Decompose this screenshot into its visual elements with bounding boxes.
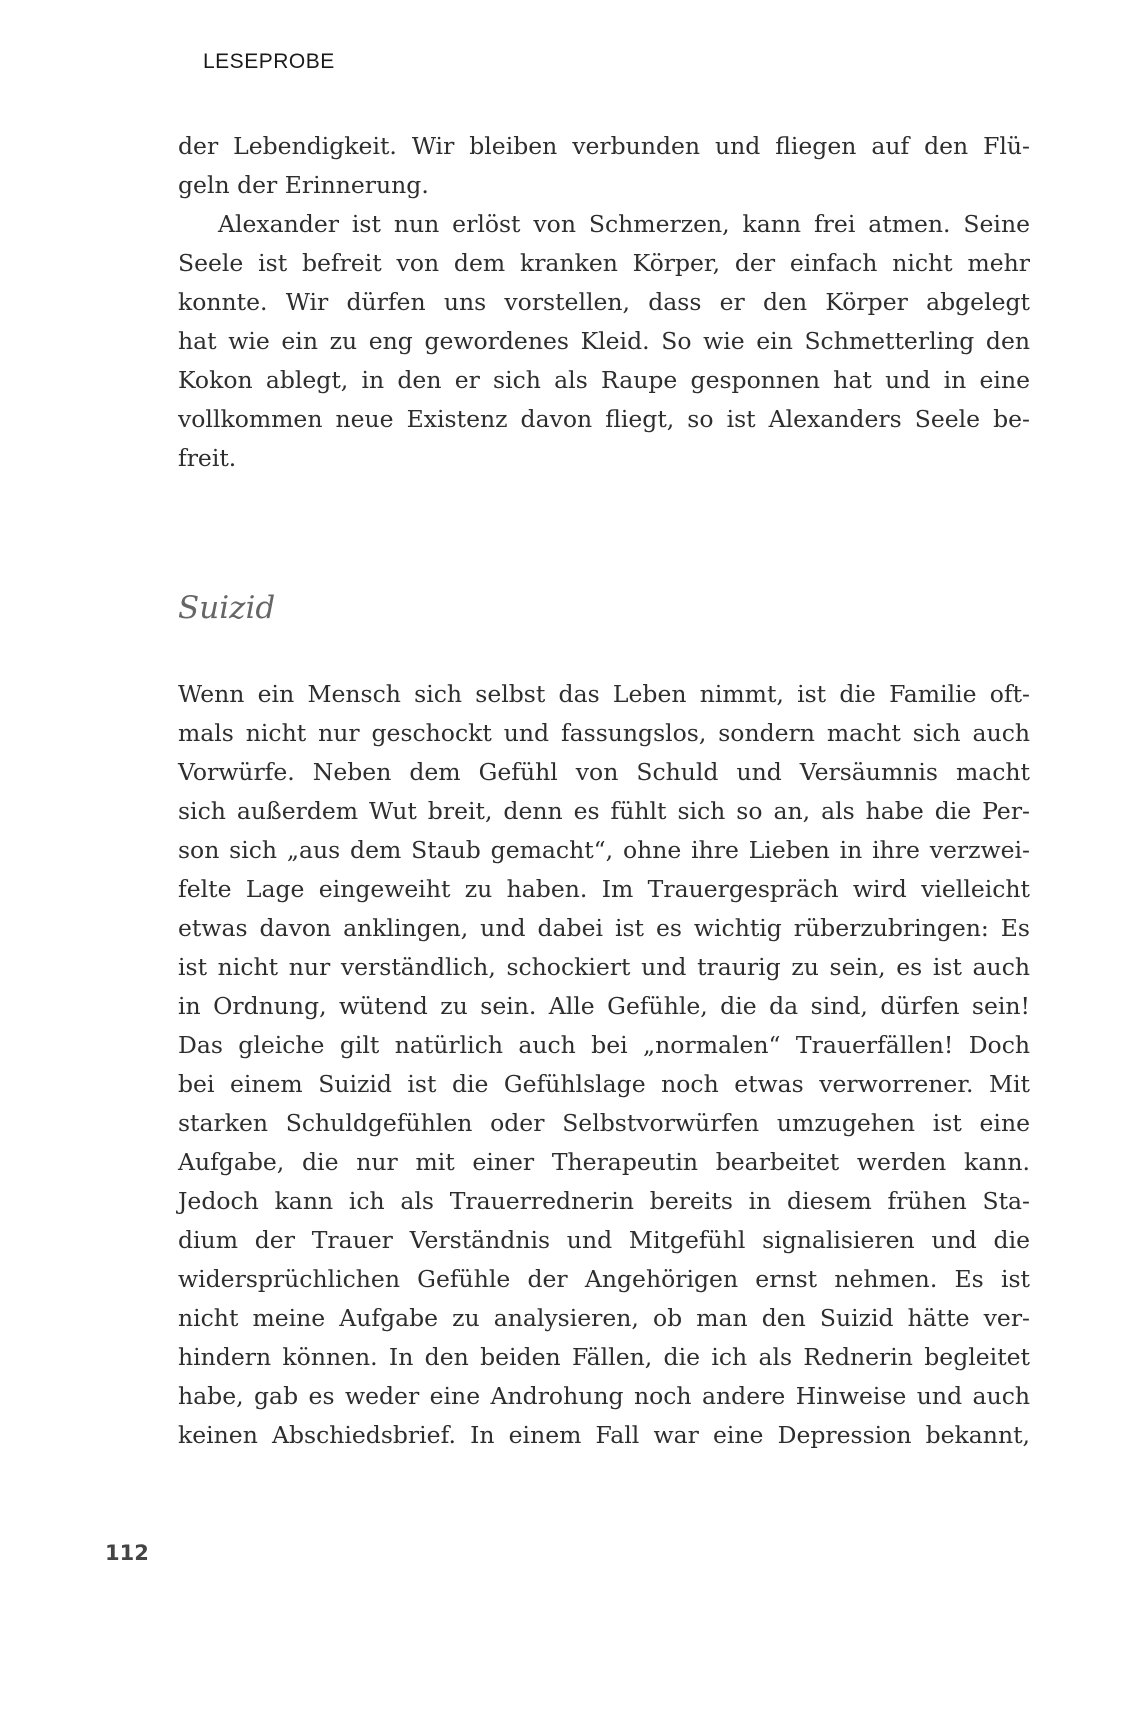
text-line: in Ordnung, wütend zu sein. Alle Gefühle, die da sind, dürfen sein! — [178, 992, 1030, 1020]
text-line: felte Lage eingeweiht zu haben. Im Trauergespräch wird vielleicht — [178, 875, 1030, 903]
text-line: Vorwürfe. Neben dem Gefühl von Schuld und Versäumnis macht — [178, 758, 1030, 786]
text-line: Alexander ist nun erlöst von Schmerzen, kann frei atmen. Seine — [218, 210, 1030, 238]
text-line: hindern können. In den beiden Fällen, die ich als Rednerin begleitet — [178, 1343, 1030, 1371]
text-line: Jedoch kann ich als Trauerrednerin bereits in diesem frühen Sta- — [178, 1187, 1030, 1215]
text-line: Das gleiche gilt natürlich auch bei „normalen“ Trauerfällen! Doch — [178, 1031, 1030, 1059]
section-heading: Suizid — [178, 590, 276, 626]
page-number: 112 — [105, 1541, 149, 1565]
text-line: dium der Trauer Verständnis und Mitgefühl signalisieren und die — [178, 1226, 1030, 1254]
text-line: Seele ist befreit von dem kranken Körper, der einfach nicht mehr — [178, 249, 1030, 277]
text-line: geln der Erinnerung. — [178, 171, 429, 199]
text-line: vollkommen neue Existenz davon fliegt, so ist Alexanders Seele be- — [178, 405, 1030, 433]
text-line: hat wie ein zu eng gewordenes Kleid. So wie ein Schmetterling den — [178, 327, 1030, 355]
text-line: ist nicht nur verständlich, schockiert und traurig zu sein, es ist auch — [178, 953, 1030, 981]
text-line: Aufgabe, die nur mit einer Therapeutin bearbeitet werden kann. — [178, 1148, 1030, 1176]
text-line: bei einem Suizid ist die Gefühlslage noch etwas verworrener. Mit — [178, 1070, 1030, 1098]
text-line: son sich „aus dem Staub gemacht“, ohne ihre Lieben in ihre verzwei- — [178, 836, 1030, 864]
header-label: LESEPROBE — [203, 50, 335, 73]
text-line: habe, gab es weder eine Androhung noch andere Hinweise und auch — [178, 1382, 1030, 1410]
text-line: etwas davon anklingen, und dabei ist es wichtig rüberzubringen: Es — [178, 914, 1030, 942]
text-line: starken Schuldgefühlen oder Selbstvorwürfen umzugehen ist eine — [178, 1109, 1030, 1137]
text-line: nicht meine Aufgabe zu analysieren, ob man den Suizid hätte ver- — [178, 1304, 1030, 1332]
text-block-top — [178, 127, 1030, 478]
text-line: sich außerdem Wut breit, denn es fühlt sich so an, als habe die Per- — [178, 797, 1030, 825]
text-line: mals nicht nur geschockt und fassungslos, sondern macht sich auch — [178, 719, 1030, 747]
text-line: Wenn ein Mensch sich selbst das Leben nimmt, ist die Familie oft- — [178, 680, 1030, 708]
text-line: der Lebendigkeit. Wir bleiben verbunden und fliegen auf den Flü- — [178, 132, 1030, 160]
text-line: Kokon ablegt, in den er sich als Raupe gesponnen hat und in eine — [178, 366, 1030, 394]
text-line: konnte. Wir dürfen uns vorstellen, dass er den Körper abgelegt — [178, 288, 1030, 316]
text-line: keinen Abschiedsbrief. In einem Fall war eine Depression bekannt, — [178, 1421, 1030, 1449]
text-block-main — [178, 675, 1030, 1455]
text-line: freit. — [178, 444, 237, 472]
text-line: widersprüchlichen Gefühle der Angehörigen ernst nehmen. Es ist — [178, 1265, 1030, 1293]
